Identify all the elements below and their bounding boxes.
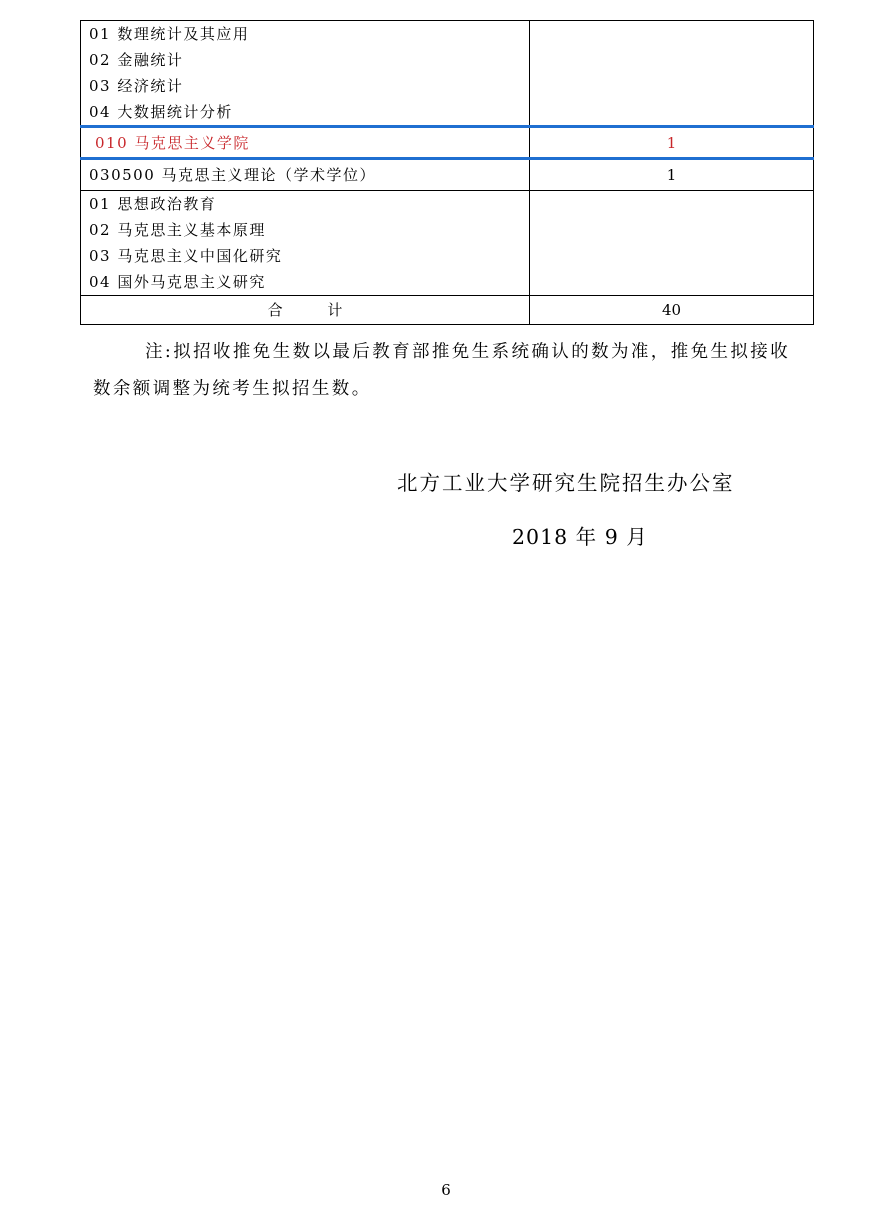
empty-count-cell bbox=[530, 21, 814, 127]
page-number: 6 bbox=[441, 1181, 451, 1199]
issuing-office: 北方工业大学研究生院招生办公室 bbox=[397, 471, 735, 495]
direction-item: 02 金融统计 bbox=[89, 51, 184, 69]
major-name-cell bbox=[81, 159, 530, 191]
table-row bbox=[81, 191, 814, 296]
research-directions-cell bbox=[81, 191, 530, 296]
department-name: 010 马克思主义学院 bbox=[95, 134, 250, 152]
direction-item: 02 马克思主义基本原理 bbox=[89, 221, 266, 239]
issue-date: 2018 年 9 月 bbox=[512, 525, 648, 549]
department-count-cell: 1 bbox=[530, 127, 814, 159]
direction-item: 01 数理统计及其应用 bbox=[89, 25, 250, 43]
major-name: 030500 马克思主义理论（学术学位） bbox=[89, 166, 377, 184]
direction-item: 04 大数据统计分析 bbox=[89, 103, 233, 121]
department-row bbox=[81, 127, 814, 159]
direction-item: 03 经济统计 bbox=[89, 77, 184, 95]
major-row bbox=[81, 159, 814, 191]
department-name-cell bbox=[81, 127, 530, 159]
major-count-cell: 1 bbox=[530, 159, 814, 191]
footnote bbox=[93, 334, 813, 408]
footnote-line-2: 数余额调整为统考生拟招生数。 bbox=[93, 379, 372, 399]
direction-item: 04 国外马克思主义研究 bbox=[89, 273, 266, 291]
enrollment-table bbox=[80, 20, 814, 325]
footnote-line-1: 注:拟招收推免生数以最后教育部推免生系统确认的数为准，推免生拟接收 bbox=[145, 342, 791, 362]
total-row bbox=[81, 296, 814, 325]
total-label: 合 计 bbox=[267, 301, 363, 319]
total-label-cell bbox=[81, 296, 530, 325]
direction-item: 01 思想政治教育 bbox=[89, 195, 217, 213]
direction-item: 03 马克思主义中国化研究 bbox=[89, 247, 283, 265]
total-value-cell: 40 bbox=[530, 296, 814, 325]
table-row bbox=[81, 21, 814, 127]
empty-count-cell bbox=[530, 191, 814, 296]
research-directions-cell bbox=[81, 21, 530, 127]
